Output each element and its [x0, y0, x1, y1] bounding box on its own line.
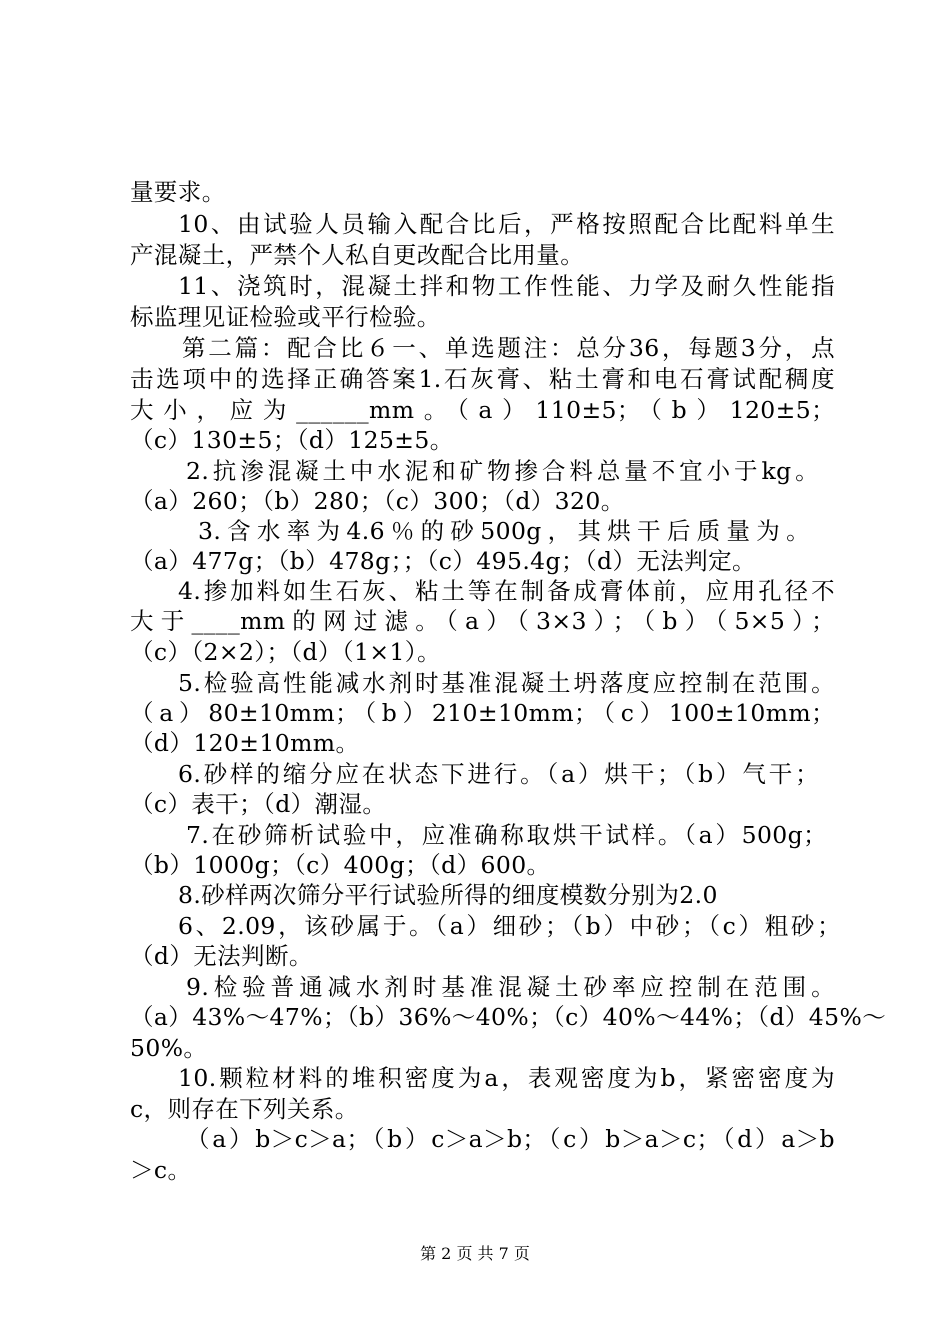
- body-line: 10、由试验人员输入配合比后，严格按照配合比配料单生: [178, 210, 835, 238]
- body-line: （c）130±5；（d）125±5。: [130, 426, 454, 454]
- question-line: 2.抗渗混凝土中水泥和矿物掺合料总量不宜小于kg。: [186, 457, 819, 485]
- body-line: 产混凝土，严禁个人私自更改配合比用量。: [130, 241, 585, 269]
- options-line: （c）（2×2）；（d）（1×1）。: [130, 638, 441, 666]
- question-line: 10.颗粒材料的堆积密度为a，表观密度为b，紧密密度为: [178, 1064, 835, 1092]
- question-line: 7.在砂筛析试验中，应准确称取烘干试样。（a）500g；: [186, 821, 827, 849]
- question-line: 6.砂样的缩分应在状态下进行。（a）烘干；（b）气干；: [178, 760, 819, 788]
- body-line: 大小，应为______mm。（a）110±5；（b）120±5；: [130, 396, 835, 424]
- body-line: 11、浇筑时，混凝土拌和物工作性能、力学及耐久性能指: [178, 272, 835, 300]
- options-line: （a）260；（b）280；（c）300；（d）320。: [130, 487, 625, 515]
- question-line: 8.砂样两次筛分平行试验所得的细度模数分别为2.0: [178, 881, 718, 909]
- options-line: （d）120±10mm。: [130, 729, 360, 757]
- options-line: （b）1000g；（c）400g；（d）600。: [130, 851, 551, 879]
- question-line: 9.检验普通减水剂时基准混凝土砂率应控制在范围。: [186, 973, 835, 1001]
- question-line: 6、2.09，该砂属于。（a）细砂；（b）中砂；（c）粗砂；: [178, 912, 841, 940]
- options-line: （c）表干；（d）潮湿。: [130, 790, 387, 818]
- section-heading-line: 第二篇：配合比６一、单选题注：总分36，每题3分，点: [182, 334, 835, 362]
- question-line: c，则存在下列关系。: [130, 1095, 359, 1123]
- options-line: （a）43%～47%；（b）36%～40%；（c）40%～44%；（d）45%～: [130, 1003, 887, 1031]
- options-line: 50%。: [130, 1034, 208, 1062]
- options-line: ＞c。: [130, 1156, 192, 1184]
- options-line: 大于____mm的网过滤。（a）（3×3）；（b）（5×5）；: [130, 607, 835, 635]
- page-footer: 第 2 页 共 7 页: [420, 1244, 530, 1263]
- options-line: （a）80±10mm；（b）210±10mm；（c）100±10mm；: [130, 699, 835, 727]
- body-line: 量要求。: [130, 178, 226, 206]
- body-line: 击选项中的选择正确答案1.石灰膏、粘土膏和电石膏试配稠度: [130, 365, 835, 393]
- body-line: 标监理见证检验或平行检验。: [130, 303, 441, 331]
- options-line: （a）477g；（b）478g；；（c）495.4g；（d）无法判定。: [130, 547, 756, 575]
- options-line: （a）b＞c＞a；（b）c＞a＞b；（c）b＞a＞c；（d）a＞b: [186, 1125, 835, 1153]
- question-line: 3.含水率为4.6％的砂500g，其烘干后质量为。: [198, 517, 810, 545]
- options-line: （d）无法判断。: [130, 942, 313, 970]
- question-line: 4.掺加料如生石灰、粘土等在制备成膏体前，应用孔径不: [178, 577, 835, 605]
- question-line: 5.检验高性能减水剂时基准混凝土坍落度应控制在范围。: [178, 669, 835, 697]
